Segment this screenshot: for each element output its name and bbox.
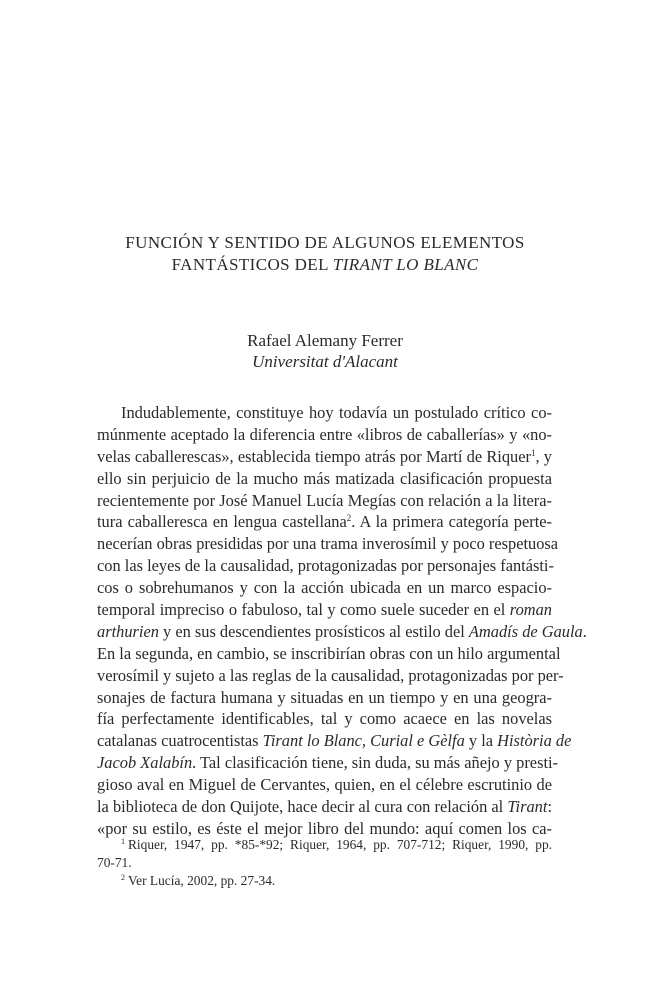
body-line xyxy=(97,621,587,643)
author-name: Rafael Alemany Ferrer xyxy=(247,331,403,350)
footnote-text: Riquer, 1947, pp. *85-*92; Riquer, 1964, pp. 707-712; Riquer, 1990, pp. xyxy=(128,837,552,852)
footnote-1-continuation: 70-71. xyxy=(97,855,132,870)
title-line-2-text: FANTÁSTICOS DEL xyxy=(171,255,333,274)
body-text-run: . A la primera categoría perte- xyxy=(351,512,552,532)
footnote-text: Ver Lucía, 2002, pp. 27-34. xyxy=(128,873,276,888)
body-text-run: y en sus descendientes prosísticos al estilo del xyxy=(158,621,469,641)
footnote-ref-2: 2 xyxy=(346,513,352,524)
body-line: múnmente aceptado la diferencia entre «libros de caballerías» y «no- xyxy=(97,424,552,444)
body-text-run: catalanas cuatrocentistas xyxy=(97,731,263,751)
body-line xyxy=(97,796,552,818)
body-line: necerían obras presididas por una trama inverosímil y poco respetuosa xyxy=(97,534,559,554)
body-line xyxy=(97,446,552,468)
footnote-1 xyxy=(97,836,552,854)
author-affiliation: Universitat d'Alacant xyxy=(252,352,398,371)
italic-title: Història de xyxy=(497,731,572,751)
footnote-number: 2 xyxy=(121,873,125,882)
body-text-run: : xyxy=(547,797,552,817)
body-text-run: la biblioteca de don Quijote, hace decir al cura con relación al xyxy=(97,797,508,817)
footnote-ref-1: 1 xyxy=(530,447,536,458)
italic-term: arthurien xyxy=(97,621,159,641)
body-line: «por su estilo, es éste el mejor libro del mundo: aquí comen los ca- xyxy=(97,818,552,838)
footnote-number: 1 xyxy=(121,837,125,846)
body-line: Indudablemente, constituye hoy todavía un postulado crítico co- xyxy=(121,403,552,422)
italic-title: Jacob Xalabín xyxy=(97,753,193,773)
body-line: gioso aval en Miguel de Cervantes, quien, en el célebre escrutinio de xyxy=(97,775,552,795)
body-text-run: velas caballerescas», establecida tiempo atrás por Martí de Riquer xyxy=(97,446,531,466)
body-line xyxy=(97,730,572,752)
italic-title: Tirant xyxy=(507,797,548,817)
body-line: verosímil y sujeto a las reglas de la causalidad, protagonizadas por per- xyxy=(97,665,564,685)
italic-title: Amadís de Gaula xyxy=(468,621,583,641)
body-line: recientemente por José Manuel Lucía Megías con relación a la litera- xyxy=(97,490,552,510)
body-text-run: temporal impreciso o fabuloso, tal y como suele suceder en el xyxy=(97,600,510,620)
title-italic-work: TIRANT LO BLANC xyxy=(332,255,479,274)
body-line: con las leyes de la causalidad, protagonizadas por personajes fantásti- xyxy=(97,556,554,576)
body-text-run: . Tal clasificación tiene, sin duda, su más añejo y presti- xyxy=(192,753,559,773)
article-title-line-1: FUNCIÓN Y SENTIDO DE ALGUNOS ELEMENTOS xyxy=(125,233,525,252)
body-line: En la segunda, en cambio, se inscribirían obras con un hilo argumental xyxy=(97,643,561,663)
body-text-run: tura caballeresca en lengua castellana xyxy=(97,512,347,532)
italic-term: roman xyxy=(509,600,552,620)
body-line: sonajes de factura humana y situadas en un tiempo y en una geogra- xyxy=(97,687,552,707)
body-line: cos o sobrehumanos y con la acción ubicada en un marco espacio- xyxy=(97,578,552,598)
italic-title: Tirant lo Blanc, Curial e Gèlfa xyxy=(262,731,465,751)
body-paragraph xyxy=(97,402,587,840)
body-line: fía perfectamente identificables, tal y como acaece en las novelas xyxy=(97,709,552,729)
body-text-run: , y xyxy=(535,446,553,466)
footnote-2 xyxy=(97,872,552,890)
body-text-run: . xyxy=(582,621,587,641)
footnotes xyxy=(97,836,552,890)
body-line xyxy=(97,511,552,533)
body-line xyxy=(97,752,559,774)
body-text-run: y la xyxy=(464,731,498,751)
article-title-line-2 xyxy=(0,254,650,276)
body-line: ello sin perjuicio de la mucho más matizada clasificación propuesta xyxy=(97,468,552,488)
body-line xyxy=(97,599,552,621)
